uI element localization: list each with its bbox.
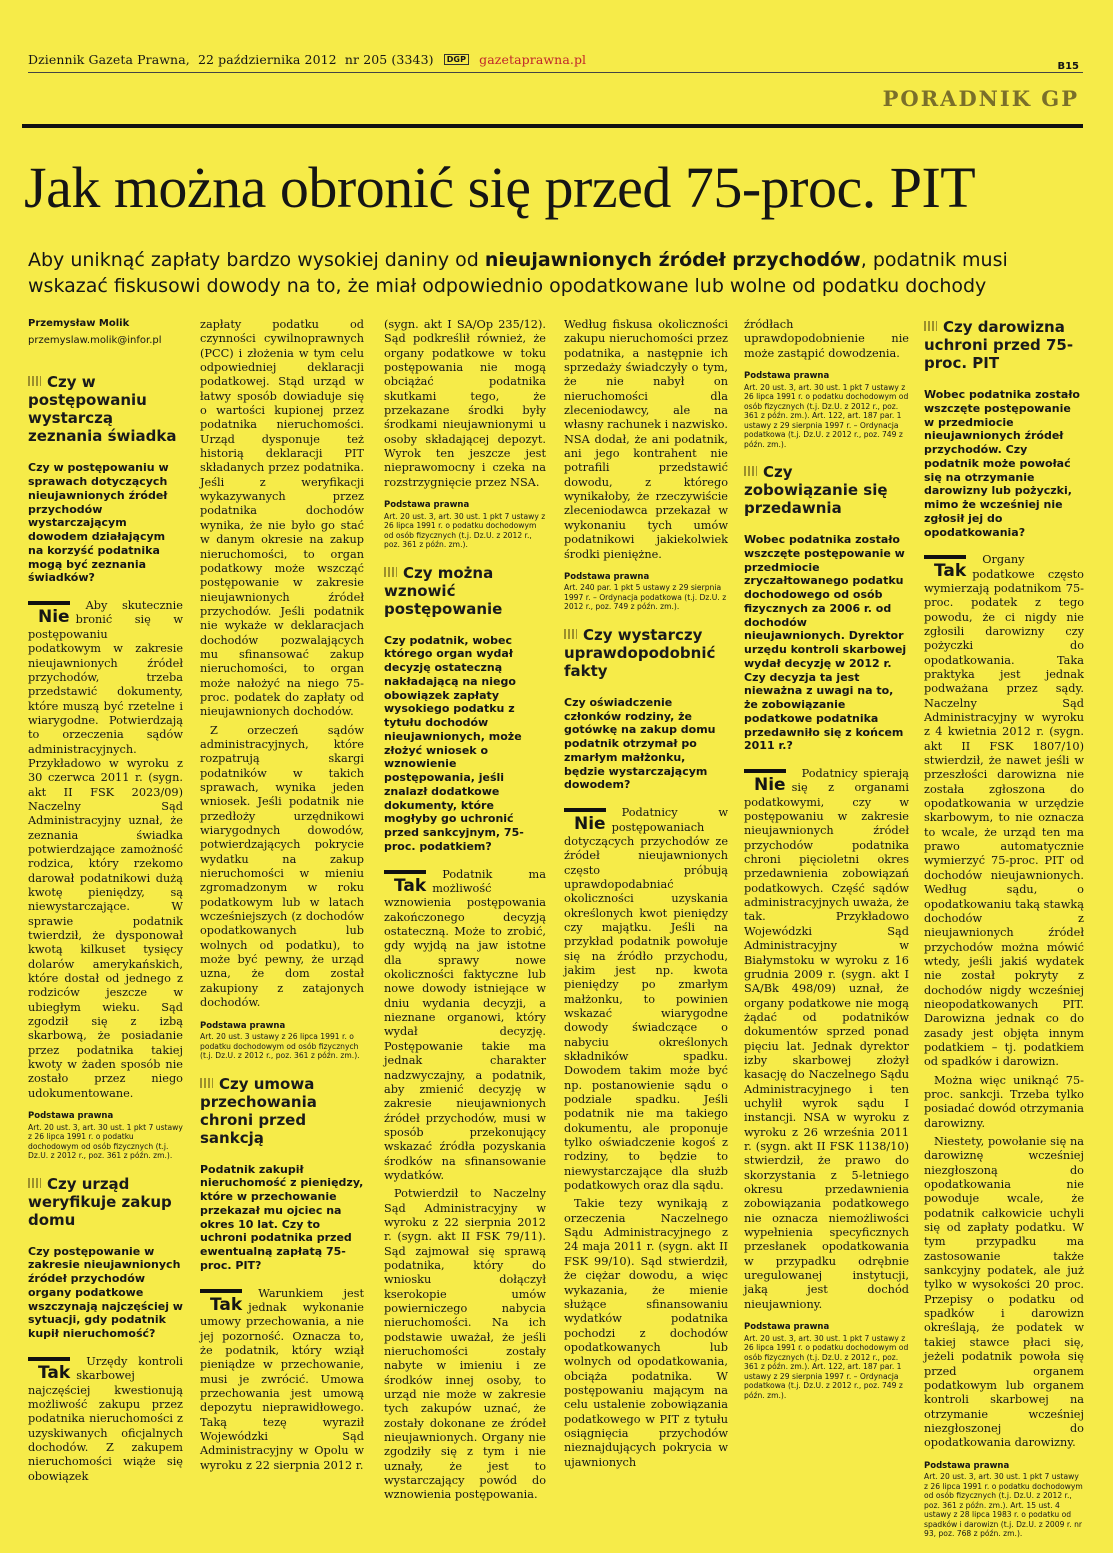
- question-text: Wobec podatnika zostało wszczęte postępowanie w przedmiocie zryczałtowanego podatku dochodowego od osób fizycznych za 2006 r. od dochodów nieujawnionych. Dyrektor urzędu kontroli skarbowej wydał decyzję w 2012 r. Czy decyzja ta jest nieważna z uwagi na to, że zobowiązanie podatkowe podatnika przedawniło się z końcem 2011 r.?: [744, 533, 907, 753]
- site-link[interactable]: gazetaprawna.pl: [479, 52, 587, 67]
- legal-basis-text: Art. 20 ust. 3, art. 30 ust. 1 pkt 7 ustawy z 26 lipca 1991 r. o podatku dochodowym od osób fizycznych (t.j. Dz.U. z 2012 r., poz. 361 z późn. zm.). Art. 122, art. 187 par. 1 ustawy z 29 sierpnia 1997 r. – Ordynacja podatkowa (t.j. Dz.U. z 2012 r., poz. 749 z późn. zm.).: [744, 1333, 909, 1400]
- body-paragraph: źródłach uprawdopodobnienie nie może zastąpić dowodzenia.: [744, 318, 909, 360]
- legal-basis: [384, 500, 546, 550]
- body-paragraph: Takie tezy wynikają z orzeczenia Naczelnego Sądu Administracyjnego z 24 maja 2011 r. (sygn. akt II FSK 99/10). Sąd stwierdził, że ciężar dowodu, a więc wykazania, że mienie służące sfinansowaniu wydatków podatnika pochodzi z dochodów opodatkowanych lub wolnych od opodatkowania, obciąża podatnika. W postępowaniu mającym na celu ustalenie zobowiązania podatkowego w PIT z tytułu osiągnięcia przychodów nieznajdujących pokrycia w ujawnionych: [564, 1197, 728, 1469]
- heading-text: Czy w postępowaniu wystarczą zeznania świadka: [28, 373, 177, 446]
- heading-bullet-icon: [28, 1178, 41, 1188]
- heading-bullet-icon: [200, 1078, 213, 1088]
- column-6: [924, 318, 1084, 1553]
- question-text: Czy postępowanie w zakresie nieujawnionych źródeł przychodów organy podatkowe wszczynają najczęściej w sytuacji, gdy podatnik kupił nieruchomość?: [28, 1244, 183, 1341]
- answer-text: Warunkiem jest jednak wykonanie umowy przechowania, a nie jej pozorność. Oznacza to, że podatnik, który wziął pieniądze w przechowanie, musi je zwrócić. Umowa przechowania jest umową depozytu nieprawidłowego. Taką tezę wyraził Wojewódzki Sąd Administracyjny w Opolu w wyroku z 22 sierpnia 2012 r.: [200, 1286, 364, 1472]
- issue-number: nr 205 (3343): [344, 52, 434, 67]
- column-3: [384, 318, 546, 1507]
- legal-basis-label: Podstawa prawna: [924, 1460, 1010, 1471]
- answer-verdict: Tak: [384, 870, 426, 895]
- legal-basis: [200, 1021, 364, 1061]
- answer-paragraph: [564, 806, 728, 1193]
- legal-basis-text: Art. 20 ust. 3, art. 30 ust. 1 pkt 7 ustawy z 26 lipca 1991 r. o podatku dochodowym od osób fizycznych (t.j. Dz.U. z 2012 r., poz. 361 z późn. zm.). Art. 15 ust. 4 ustawy z 28 lipca 1983 r. o podatku od spadków i darowizn (t.j. Dz.U. z 2009 r. nr 93, poz. 768 z późn. zm.).: [924, 1472, 1083, 1539]
- legal-basis-text: Art. 20 ust. 3, art. 30 ust. 1 pkt 7 ustawy z 26 lipca 1991 r. o podatku dochodowym od osób fizycznych (t.j. Dz.U. z 2012 r., poz. 361 z późn. zm.).: [384, 511, 546, 550]
- answer-verdict: Tak: [200, 1289, 242, 1314]
- question-heading: [924, 318, 1084, 372]
- body-paragraph: Można więc uniknąć 75-proc. sankcji. Trzeba tylko posiadać dowód otrzymania darowizny.: [924, 1073, 1084, 1130]
- column-2: [200, 318, 364, 1477]
- answer-text: Urzędy kontroli skarbowej najczęściej kwestionują możliwość zakupu przez podatnika nieruchomości z uzyskiwanych oficjalnych dochodów. Z zakupem nieruchomości wiąże się obowiązek: [28, 1354, 183, 1483]
- body-paragraph: Według fiskusa okoliczności zakupu nieruchomości przez podatnika, a następnie ich sprzedaży świadczyły o tym, że nie nabył on nieruchomości dla zleceniodawcy, ale na własny rachunek i nazwisko. NSA dodał, że ani podatnik, ani jego kontrahent nie potrafili przedstawić dowodu, z którego wynikałoby, że rzeczywiście zleceniodawca przekazał w wykonaniu tych umów podatnikowi jakiekolwiek środki pieniężne.: [564, 318, 728, 561]
- body-paragraph: (sygn. akt I SA/Op 235/12). Sąd podkreślił również, że organy podatkowe w toku postępowania nie mogą obciążać podatnika skutkami tego, że przekazane środki były środkami nieujawnionymi u osoby składającej depozyt. Wyrok ten jeszcze jest nieprawomocny i czeka na rozstrzygnięcie przez NSA.: [384, 318, 546, 489]
- issue-date: 22 października 2012: [198, 52, 337, 67]
- heading-text: Czy urząd weryfikuje zakup domu: [28, 1174, 172, 1229]
- legal-basis-text: Art. 20 ust. 3, art. 30 ust. 1 pkt 7 ustawy z 26 lipca 1991 r. o podatku dochodowym od osób fizycznych (t.j. Dz.U. z 2012 r., poz. 361 z późn. zm.).: [28, 1122, 183, 1161]
- question-heading: [564, 626, 728, 680]
- heading-text: Czy wystarczy uprawdopodobnić fakty: [564, 625, 716, 680]
- answer-paragraph: [28, 1355, 183, 1484]
- lead-bold: nieujawnionych źródeł przychodów: [484, 249, 861, 271]
- lead-paragraph: [28, 248, 1088, 299]
- author-email[interactable]: przemyslaw.molik@infor.pl: [28, 334, 162, 346]
- question-text: Podatnik zakupił nieruchomość z pieniędzy, które w przechowanie przekazał mu ojciec na okres 10 lat. Czy to uchroni podatnika przed ewentualną zapłatą 75-proc. PIT?: [200, 1162, 364, 1272]
- column-4: [564, 318, 728, 1474]
- question-text: Wobec podatnika zostało wszczęte postępowanie w przedmiocie nieujawnionych źródeł przychodów. Czy podatnik może powołać się na otrzymanie darowizny lub pożyczki, mimo że wcześniej nie zgłosił jej do opodatkowania?: [924, 388, 1080, 539]
- question-heading: [28, 373, 183, 445]
- body-paragraph: zapłaty podatku od czynności cywilnoprawnych (PCC) i złożenia w tym celu odpowiedniej deklaracji podatkowej. Stąd urząd w łatwy sposób dowiaduje się o wartości kupionej przez podatnika nieruchomości. Urząd dysponuje też historią deklaracji PIT składanych przez podatnika. Jeśli z weryfikacji wykazywanych przez podatnika dochodów wynika, że nie było go stać w danym okresie na zakup nieruchomości, to organ podatkowy może wszcząć postępowanie w zakresie nieujawnionych źródeł przychodów. Jeśli podatnik nie wykaże w deklaracjach dochodów pozwalających mu sfinansować zakup nieruchomości, to organ może nałożyć na niego 75-proc. podatek do zapłaty od nieujawnionych dochodów.: [200, 318, 364, 719]
- legal-basis: [564, 572, 728, 612]
- heading-bullet-icon: [924, 321, 937, 331]
- answer-text: Organy podatkowe często wymierzają podatnikom 75-proc. podatek z tego powodu, że ci nigdy nie zgłosili darowizny czy pożyczki do opodatkowania. Taka praktyka jest jednak podważana przez sądy. Naczelny Sąd Administracyjny w wyroku z 4 kwietnia 2012 r. (sygn. akt II FSK 1807/10) stwierdził, że nawet jeśli w przeszłości darowizna nie została zgłoszona do opodatkowania w urzędzie skarbowym, to nie oznacza to wcale, że urząd ten ma prawo automatycznie wymierzyć 75-proc. PIT od dochodów nieujawnionych. Według sądu, o opodatkowaniu taką stawką dochodów z nieujawnionych źródeł przychodów można mówić wtedy, jeśli jakiś wydatek nie został pokryty z dochodów nigdy wcześniej nieopodatkowanych PIT. Darowizna jednak co do zasady jest objęta innym podatkiem – tj. podatkiem od spadków i darowizn.: [924, 553, 1084, 1069]
- lead-text-1: Aby uniknąć zapłaty bardzo wysokiej daniny od: [28, 249, 485, 271]
- legal-basis-label: Podstawa prawna: [744, 371, 830, 382]
- answer-verdict: Tak: [28, 1357, 70, 1382]
- legal-basis: [744, 1322, 909, 1400]
- legal-basis-label: Podstawa prawna: [200, 1020, 286, 1031]
- answer-paragraph: [384, 868, 546, 1184]
- headline: Jak można obronić się przed 75-proc. PIT: [24, 155, 976, 220]
- section-title: PORADNIK GP: [882, 86, 1079, 111]
- answer-paragraph: [924, 553, 1084, 1069]
- legal-basis: [744, 371, 909, 449]
- heading-text: Czy zobowiązanie się przedawnia: [744, 463, 888, 518]
- answer-verdict: Tak: [924, 555, 966, 580]
- answer-verdict: Nie: [744, 769, 786, 794]
- section-rule: [22, 124, 1083, 128]
- heading-text: Czy darowizna uchroni przed 75-proc. PIT: [924, 318, 1074, 372]
- legal-basis: [924, 1461, 1084, 1539]
- column-1: [28, 318, 183, 1488]
- heading-text: Czy umowa przechowania chroni przed sankcją: [200, 1074, 317, 1147]
- masthead: [28, 52, 586, 67]
- legal-basis-label: Podstawa prawna: [28, 1111, 114, 1122]
- question-text: Czy w postępowaniu w sprawach dotyczących nieujawnionych źródeł przychodów wystarczającym dowodem działającym na korzyść podatnika mogą być zeznania świadków?: [28, 461, 169, 585]
- column-5: [744, 318, 909, 1414]
- question-text: Czy oświadczenie członków rodziny, że gotówkę na zakup domu podatnik otrzymał po zmarłym małżonku, będzie wystarczającym dowodem?: [564, 695, 716, 792]
- body-paragraph: Niestety, powołanie się na darowiznę wcześniej niezgłoszoną do opodatkowania nie powoduje wcale, że podatnik całkowicie uchyli się od zapłaty podatku. W tym przypadku ma zastosowanie także sankcyjny podatek, ale już tylko w wysokości 20 proc. Przepisy o podatku od spadków i darowizn określają, że podatek w takiej stawce płaci się, jeżeli podatnik powoła się przed organem podatkowym lub organem kontroli skarbowej na otrzymanie wcześniej niezgłoszonej do opodatkowania darowizny.: [924, 1135, 1084, 1450]
- answer-paragraph: [200, 1287, 364, 1473]
- question-text: Czy podatnik, wobec którego organ wydał decyzję ostateczną nakładającą na niego obowiązek zapłaty wysokiego podatku z tytułu dochodów nieujawnionych, może złożyć wniosek o wznowienie postępowania, jeśli znalazł dodatkowe dokumenty, które mogłyby go uchronić przed sankcyjnym, 75-proc. podatkiem?: [384, 633, 524, 853]
- heading-bullet-icon: [28, 376, 41, 386]
- legal-basis-label: Podstawa prawna: [564, 571, 650, 582]
- lead-text-2: , podatnik musi wskazać fiskusowi dowody na to, że miał odpowiednio opodatkowane lub wolne od podatku dochody: [28, 249, 1008, 297]
- answer-paragraph: [28, 599, 183, 1101]
- author-name: Przemysław Molik: [28, 318, 130, 329]
- legal-basis-label: Podstawa prawna: [384, 500, 470, 511]
- page-number: B15: [1057, 61, 1079, 72]
- answer-text: Podatnicy spierają się z organami podatkowymi, czy w postępowaniu w zakresie nieujawnionych źródeł przychodów podatnika chroni pięcioletni okres przedawnienia zobowiązań podatkowych. Część sądów administracyjnych uważa, że tak. Przykładowo Wojewódzki Sąd Administracyjny w Białymstoku w wyroku z 16 grudnia 2009 r. (sygn. akt I SA/Bk 498/09) uznał, że organy podatkowe nie mogą żądać od podatników dokumentów sprzed ponad pięciu lat. Jednak dyrektor izby skarbowej złożył kasację do Naczelnego Sądu Administracyjnego i ten uchylił wyrok sądu I instancji. NSA w wyroku z wyroku z 26 września 2011 r. (sygn. akt II FSK 1138/10) stwierdził, że prawo do skorzystania z 5-letniego okresu przedawnienia zobowiązania podatkowego nie oznacza niemożliwości wypełnienia specyficznych przesłanek opodatkowania w przypadku odrębnie uregulowanej instytucji, jaką jest dochód nieujawniony.: [744, 767, 909, 1311]
- answer-text: Podatnik ma możliwość wznowienia postępowania zakończonego decyzją ostateczną. Może to zrobić, gdy wyjdą na jaw istotne dla sprawy nowe okoliczności faktyczne lub nowe dowody istniejące w dniu wydania decyzji, a nieznane organowi, który wydał decyzję. Postępowanie takie ma jednak charakter nadzwyczajny, a podatnik, aby zmienić decyzję w zakresie nieujawnionych źródeł przychodów, musi w sposób przekonujący wskazać źródła pozyskania środków na sfinansowanie wydatków.: [384, 867, 546, 1182]
- paper-name: Dziennik Gazeta Prawna,: [28, 52, 190, 67]
- legal-basis: [28, 1111, 183, 1161]
- heading-bullet-icon: [564, 629, 577, 639]
- answer-text: Podatnicy w postępowaniach dotyczących przychodów ze źródeł nieujawnionych często próbują uprawdopodabniać okoliczności uzyskania określonych kwot pieniędzy czy majątku. Jeśli na przykład podatnik powołuje się na źródło przychodu, jakim jest np. kwota pieniędzy po zmarłym małżonku, to powinien wskazać wiarygodne dowody świadczące o nabyciu określonych składników spadku. Dowodem takim może być np. postanowienie sądu o podziale spadku. Jeśli podatnik nie ma takiego dokumentu, ale proponuje tylko oświadczenie kogoś z rodziny, to będzie to niewystarczające dla służb podatkowych oraz dla sądu.: [564, 806, 728, 1193]
- answer-verdict: Nie: [28, 601, 70, 626]
- body-paragraph: Z orzeczeń sądów administracyjnych, które rozpatrują skargi podatników w takich sprawach, wynika jeden wniosek. Jeśli podatnik nie przedłoży urzędnikowi wiarygodnych dowodów, potwierdzających pokrycie wydatku na zakup nieruchomości w mieniu zgromadzonym w roku podatkowym lub w latach wcześniejszych (z dochodów opodatkowanych lub wolnych od podatku), to może być pewny, że urząd uzna, że dom został zakupiony z zatajonych dochodów.: [200, 723, 364, 1010]
- answer-text: Aby skutecznie bronić się w postępowaniu podatkowym w zakresie nieujawnionych źródeł przychodów, trzeba przedstawić dokumenty, które muszą być rzetelne i wiarygodne. Potwierdzają to orzeczenia sądów administracyjnych. Przykładowo w wyroku z 30 czerwca 2011 r. (sygn. akt II FSK 2023/09) Naczelny Sąd Administracyjny uznał, że zeznania świadka potwierdzające zamożność rodzica, który rzekomo darował podatnikowi dużą kwotę pieniędzy, są niewystarczające. W sprawie podatnik twierdził, że dysponował kwotą kilkuset tysięcy dolarów amerykańskich, które dostał od jednego z rodziców jeszcze w ubiegłym wieku. Sąd zgodził się z izbą skarbową, że posiadanie przez podatnika takiej kwoty w żaden sposób nie zostało przez niego udokumentowane.: [28, 599, 183, 1100]
- legal-basis-text: Art. 20 ust. 3, art. 30 ust. 1 pkt 7 ustawy z 26 lipca 1991 r. o podatku dochodowym od osób fizycznych (t.j. Dz.U. z 2012 r., poz. 361 z późn. zm.). Art. 122, art. 187 par. 1 ustawy z 29 sierpnia 1997 r. – Ordynacja podatkowa (t.j. Dz.U. z 2012 r., poz. 749 z późn. zm.).: [744, 382, 909, 449]
- question-heading: [744, 463, 909, 517]
- answer-paragraph: [744, 767, 909, 1312]
- masthead-rule: [28, 72, 1083, 73]
- legal-basis-text: Art. 240 par. 1 pkt 5 ustawy z 29 sierpnia 1997 r. – Ordynacja podatkowa (t.j. Dz.U. z 2012 r., poz. 749 z późn. zm.).: [564, 583, 727, 612]
- heading-bullet-icon: [744, 466, 757, 476]
- heading-text: Czy można wznowić postępowanie: [384, 563, 503, 618]
- legal-basis-label: Podstawa prawna: [744, 1322, 830, 1333]
- answer-verdict: Nie: [564, 808, 606, 833]
- question-heading: [28, 1175, 183, 1229]
- question-heading: [200, 1075, 364, 1147]
- heading-bullet-icon: [384, 567, 397, 577]
- legal-basis-text: Art. 20 ust. 3 ustawy z 26 lipca 1991 r. o podatku dochodowym od osób fizycznych (t.j. Dz.U. z 2012 r., poz. 361 z późn. zm.).: [200, 1032, 360, 1061]
- question-heading: [384, 564, 546, 618]
- dgp-logo: DGP: [444, 54, 469, 65]
- body-paragraph: Potwierdził to Naczelny Sąd Administracyjny w wyroku z 22 sierpnia 2012 r. (sygn. akt II FSK 79/11). Sąd zajmował się sprawą podatnika, który do wniosku dołączył kserokopie umów powierniczego nabycia nieruchomości. Na ich podstawie uważał, że jeśli nieruchomości zostały nabyte w imieniu i ze środków innej osoby, to urząd nie może w zakresie tych zakupów uznać, że zostały dokonane ze źródeł nieujawnionych. Organy nie zgodziły się z tym i nie uznały, że jest to wystarczający powód do wznowienia postępowania.: [384, 1187, 546, 1502]
